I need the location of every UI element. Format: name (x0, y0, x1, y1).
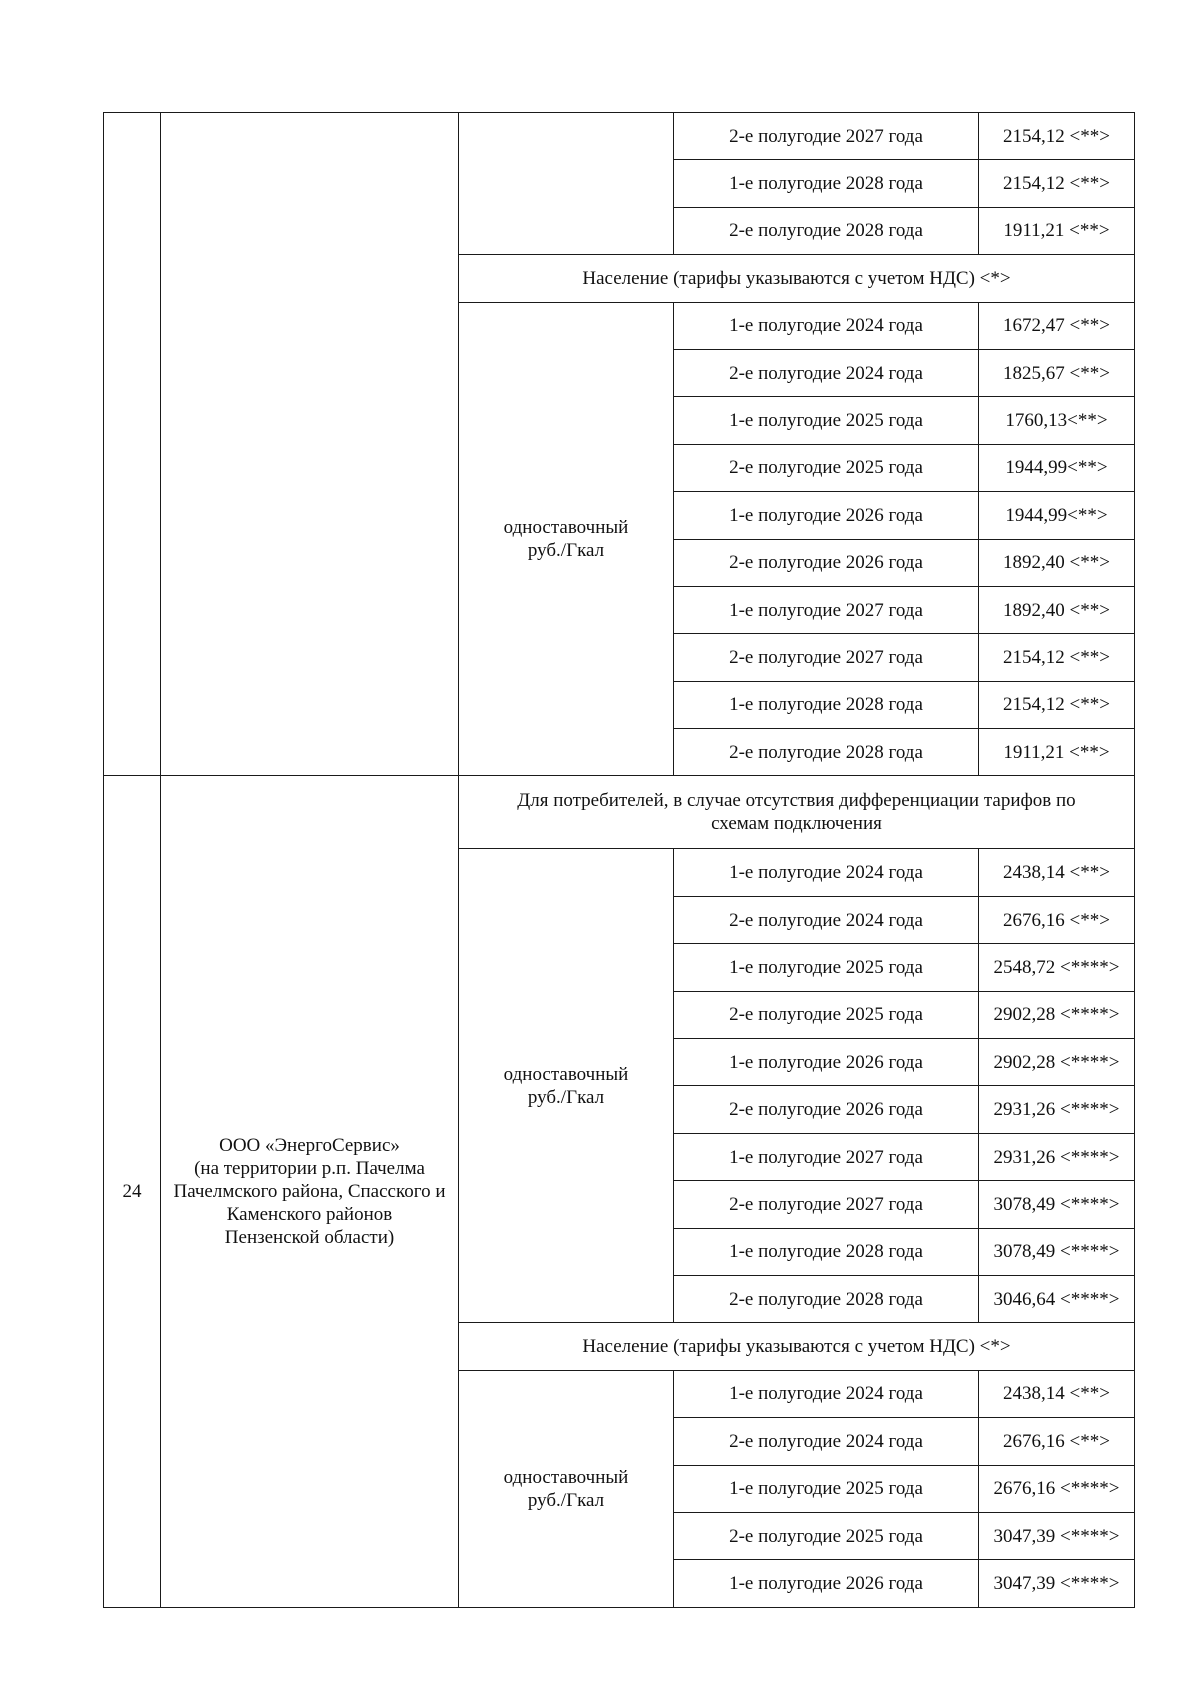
period-cell: 2-е полугодие 2027 года (674, 1181, 979, 1228)
tariff-type-label: одноставочный (503, 517, 629, 539)
tariff-value-cell: 2154,12 <**> (979, 160, 1135, 207)
tariff-value-cell: 3046,64 <****> (979, 1275, 1135, 1322)
consumers-header-line: Для потребителей, в случае отсутствия дифференциации тарифов по (517, 790, 1076, 812)
period-cell: 2-е полугодие 2026 года (674, 539, 979, 586)
tariff-type-label: одноставочный (503, 1466, 629, 1488)
tariff-value-cell: 2154,12 <**> (979, 681, 1135, 728)
period-cell: 1-е полугодие 2027 года (674, 1133, 979, 1180)
tariff-value-cell: 2438,14 <**> (979, 849, 1135, 896)
period-cell: 2-е полугодие 2026 года (674, 1086, 979, 1133)
organization-cell (161, 776, 459, 1607)
tariff-unit-label: руб./Гкал (527, 1489, 605, 1511)
table-row (104, 113, 1135, 160)
period-cell: 1-е полугодие 2028 года (674, 1228, 979, 1275)
period-cell: 1-е полугодие 2024 года (674, 1370, 979, 1417)
period-cell: 1-е полугодие 2026 года (674, 1039, 979, 1086)
tariff-type-label: одноставочный (503, 1063, 629, 1085)
tariff-value-cell: 2154,12 <**> (979, 113, 1135, 160)
period-cell: 2-е полугодие 2028 года (674, 1275, 979, 1322)
entry-number-cell-empty (104, 113, 161, 776)
tariff-type-cell (459, 1370, 674, 1607)
tariff-value-cell: 3047,39 <****> (979, 1560, 1135, 1607)
period-cell: 2-е полугодие 2027 года (674, 634, 979, 681)
period-cell: 1-е полугодие 2028 года (674, 160, 979, 207)
organization-territory-line: Пензенской области) (224, 1227, 395, 1249)
period-cell: 1-е полугодие 2027 года (674, 586, 979, 633)
tariff-unit-label: руб./Гкал (527, 540, 605, 562)
period-cell: 2-е полугодие 2025 года (674, 991, 979, 1038)
population-header: Население (тарифы указываются с учетом НДС) <*> (459, 255, 1135, 302)
tariff-value-cell: 2676,16 <**> (979, 1418, 1135, 1465)
period-cell: 1-е полугодие 2025 года (674, 397, 979, 444)
tariff-value-cell: 2902,28 <****> (979, 1039, 1135, 1086)
tariff-value-cell: 1911,21 <**> (979, 207, 1135, 254)
period-cell: 1-е полугодие 2026 года (674, 492, 979, 539)
consumers-header-line: схемам подключения (711, 813, 882, 835)
period-cell: 2-е полугодие 2028 года (674, 207, 979, 254)
entry-number: 24 (104, 776, 161, 1607)
period-cell: 2-е полугодие 2024 года (674, 1418, 979, 1465)
population-header: Население (тарифы указываются с учетом НДС) <*> (459, 1323, 1135, 1370)
organization-name: ООО «ЭнергоСервис» (219, 1135, 400, 1157)
tariff-value-cell: 3047,39 <****> (979, 1512, 1135, 1559)
tariff-value-cell: 1672,47 <**> (979, 302, 1135, 349)
tariff-value-cell: 2931,26 <****> (979, 1086, 1135, 1133)
tariff-value-cell: 2438,14 <**> (979, 1370, 1135, 1417)
tariff-value-cell: 1944,99<**> (979, 492, 1135, 539)
consumers-header (459, 776, 1135, 849)
tariff-value-cell: 2676,16 <**> (979, 896, 1135, 943)
tariff-type-cell-empty (459, 113, 674, 255)
organization-territory-line: Пачелмского района, Спасского и (173, 1181, 446, 1203)
period-cell: 1-е полугодие 2025 года (674, 944, 979, 991)
organization-cell-empty (161, 113, 459, 776)
tariff-value-cell: 1911,21 <**> (979, 729, 1135, 776)
tariff-value-cell: 2676,16 <****> (979, 1465, 1135, 1512)
table-row (104, 776, 1135, 849)
period-cell: 2-е полугодие 2024 года (674, 349, 979, 396)
tariff-unit-label: руб./Гкал (527, 1086, 605, 1108)
tariff-value-cell: 1825,67 <**> (979, 349, 1135, 396)
tariff-value-cell: 1944,99<**> (979, 444, 1135, 491)
organization-territory-line: Каменского районов (226, 1204, 393, 1226)
period-cell: 1-е полугодие 2028 года (674, 681, 979, 728)
tariff-value-cell: 2154,12 <**> (979, 634, 1135, 681)
tariff-value-cell: 3078,49 <****> (979, 1228, 1135, 1275)
tariff-type-cell (459, 849, 674, 1323)
organization-territory-line: (на территории р.п. Пачелма (194, 1158, 425, 1180)
tariff-value-cell: 1760,13<**> (979, 397, 1135, 444)
tariff-value-cell: 3078,49 <****> (979, 1181, 1135, 1228)
period-cell: 1-е полугодие 2024 года (674, 849, 979, 896)
period-cell: 2-е полугодие 2025 года (674, 1512, 979, 1559)
tariff-type-cell (459, 302, 674, 776)
period-cell: 2-е полугодие 2027 года (674, 113, 979, 160)
period-cell: 1-е полугодие 2026 года (674, 1560, 979, 1607)
tariff-value-cell: 1892,40 <**> (979, 586, 1135, 633)
tariff-value-cell: 1892,40 <**> (979, 539, 1135, 586)
period-cell: 1-е полугодие 2025 года (674, 1465, 979, 1512)
tariff-value-cell: 2548,72 <****> (979, 944, 1135, 991)
tariff-value-cell: 2902,28 <****> (979, 991, 1135, 1038)
tariff-table (103, 112, 1135, 1608)
period-cell: 2-е полугодие 2025 года (674, 444, 979, 491)
tariff-value-cell: 2931,26 <****> (979, 1133, 1135, 1180)
period-cell: 1-е полугодие 2024 года (674, 302, 979, 349)
period-cell: 2-е полугодие 2024 года (674, 896, 979, 943)
period-cell: 2-е полугодие 2028 года (674, 729, 979, 776)
